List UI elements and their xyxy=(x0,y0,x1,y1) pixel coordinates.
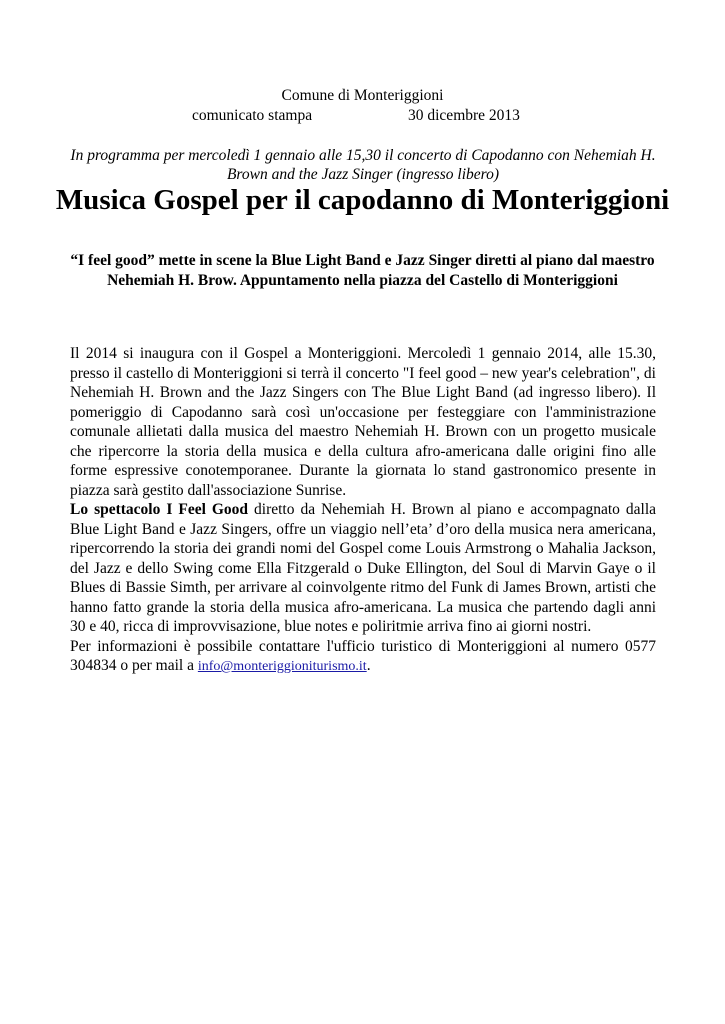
paragraph-3 xyxy=(70,637,656,677)
header xyxy=(0,86,725,126)
document-type: comunicato stampa xyxy=(192,107,313,124)
paragraph-1: Il 2014 si inaugura con il Gospel a Monteriggioni. Mercoledì 1 gennaio 2014, alle 15.30, presso il castello di Monteriggioni si terrà il concerto "I feel good – new year's celebration", di Nehemiah H. Brown and the Jazz Singers con The Blue Light Band (ad ingresso libero). Il pomeriggio di Capodanno sarà così un'occasione per festeggiare con l'amministrazione comunale allietati dalla musica del maestro Nehemiah H. Brown con un progetto musicale che ripercorre la storia della musica e della cultura afro-americana dalle origini fino alle forme espressive conotemporanee. Durante la giornata lo stand gastronomico presente in piazza sarà gestito dall'associazione Sunrise. xyxy=(70,345,656,499)
organization-name: Comune di Monteriggioni xyxy=(281,87,444,104)
header-date-row xyxy=(0,106,725,126)
contact-text: Per informazioni è possibile contattare l'ufficio turistico di Monteriggioni al numero 0577 304834 o per mail a xyxy=(70,637,656,674)
body-text xyxy=(70,344,656,677)
email-link[interactable]: info@monteriggioniturismo.it xyxy=(197,659,367,674)
intro-text: In programma per mercoledì 1 gennaio alle 15,30 il concerto di Capodanno con Nehemiah H. Brown and the Jazz Singer (ingresso libero) xyxy=(70,147,656,183)
contact-end: . xyxy=(366,657,371,674)
paragraph-2-text: diretto da Nehemiah H. Brown al piano e accompagnato dalla Blue Light Band e Jazz Singers, offre un viaggio nell’eta’ d’oro della musica nera americana, ripercorrendo la storia dei grandi nomi del Gospel come Louis Armstrong o Mahalia Jackson, del Jazz e dello Swing come Ella Fitzgerald o Duke Ellington, del Soul di Marvin Gaye o il Blues di Bassie Simth, per arrivare al coinvolgente ritmo del Funk di James Brown, artisti che hanno fatto grande la storia della musica afro-americana. La musica che partendo dagli anni 30 e 40, ricca di improvvisazione, blue notes e poliritmie arriva fino ai giorni nostri. xyxy=(70,501,657,635)
paragraph-2-lead: Lo spettacolo I Feel Good xyxy=(70,501,249,518)
document-date: 30 dicembre 2013 xyxy=(408,107,520,124)
page-title: Musica Gospel per il capodanno di Monteriggioni xyxy=(55,184,670,216)
subtitle: “I feel good” mette in scene la Blue Light Band e Jazz Singer diretti al piano dal maestro Nehemiah H. Brow. Appuntamento nella piazza del Castello di Monteriggioni xyxy=(70,252,655,289)
paragraph-2 xyxy=(70,500,656,637)
